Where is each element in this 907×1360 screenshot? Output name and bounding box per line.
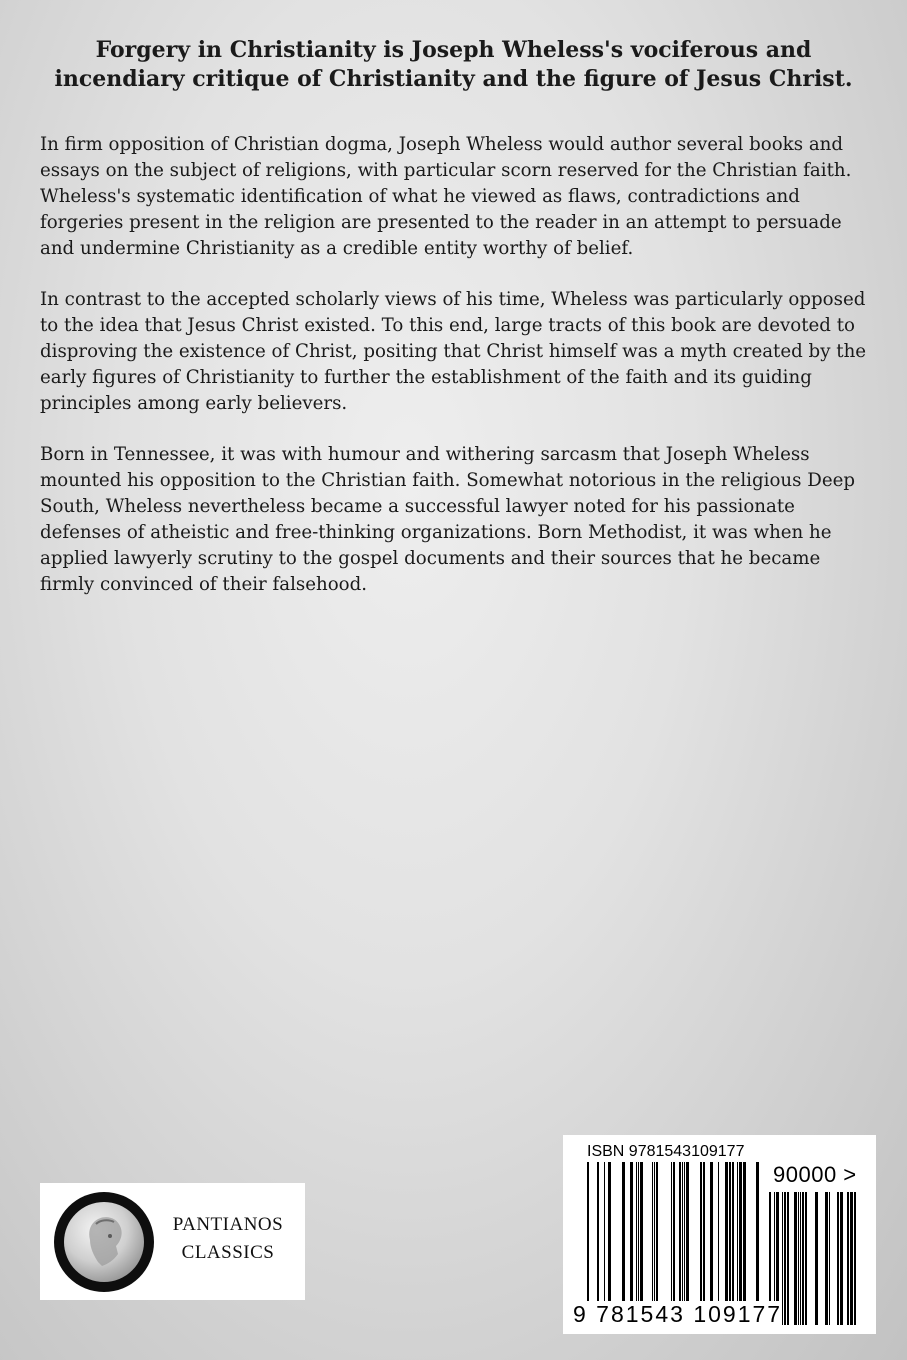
barcode-bar <box>737 1162 738 1305</box>
barcode-digits: 9 781543 109177 <box>573 1301 783 1327</box>
publisher-name-line2: CLASSICS <box>181 1242 275 1263</box>
barcode-bar <box>798 1192 799 1325</box>
barcode-bar <box>636 1162 637 1305</box>
description <box>40 132 867 623</box>
barcode-bar <box>587 1162 589 1305</box>
barcode-bar <box>739 1162 742 1305</box>
isbn-label: ISBN 9781543109177 <box>587 1143 745 1160</box>
barcode-bar <box>732 1162 734 1305</box>
barcode-bar <box>710 1162 713 1305</box>
barcode-bar <box>679 1162 681 1305</box>
barcode-bar <box>756 1162 759 1305</box>
barcode-bar <box>850 1192 853 1325</box>
barcode-bar <box>787 1192 789 1325</box>
barcode-bar <box>682 1162 683 1305</box>
barcode-bar <box>703 1162 705 1305</box>
barcode-bar <box>638 1162 639 1305</box>
publisher-logo <box>40 1183 305 1300</box>
paragraph-3: Born in Tennessee, it was with humour and withering sarcasm that Joseph Wheless mounted his opposition to the Christian faith. Somewhat notorious in the religious Deep South, Wheless nevertheless became a successful lawyer noted for his passionate defenses of atheistic and free-thinking organizations. Born Methodist, it was when he applied lawyerly scrutiny to the gospel documents and their sources that he became firmly convinced of their falsehood. <box>40 444 855 595</box>
barcode-bar <box>673 1162 675 1305</box>
barcode-bar <box>718 1162 719 1305</box>
barcode-bar <box>854 1192 856 1325</box>
barcode-bar <box>652 1162 653 1305</box>
barcode-bar <box>608 1162 611 1305</box>
publisher-name-line1: PANTIANOS <box>172 1214 284 1235</box>
publisher-name <box>164 1211 292 1267</box>
barcode-bar <box>784 1192 786 1325</box>
barcode-bar <box>725 1162 728 1305</box>
barcode-bar <box>847 1192 849 1325</box>
paragraph-1: In firm opposition of Christian dogma, Joseph Wheless would author several books and essays on the subject of religions, with particular scorn reserved for the Christian faith. Wheless's systematic identification of what he viewed as flaws, contradictions and forgeries present in the religion are presented to the reader in an attempt to persuade and undermine Christianity as a credible entity worthy of belief. <box>40 134 852 259</box>
barcode-bar <box>840 1192 843 1325</box>
barcode-bar <box>686 1162 689 1305</box>
barcode-bar <box>805 1192 807 1325</box>
headline: Forgery in Christianity is Joseph Wheless's vociferous and incendiary critique of Christianity and the figure of Jesus Christ. <box>54 37 853 92</box>
barcode-bar <box>815 1192 818 1325</box>
barcode-bar <box>654 1162 655 1305</box>
barcode-bar <box>656 1162 658 1305</box>
barcode-bar <box>604 1162 605 1305</box>
barcode-bar <box>794 1192 797 1325</box>
barcode-bar <box>729 1162 731 1305</box>
price-code: 90000 > <box>773 1162 857 1187</box>
barcode-bar <box>802 1192 804 1325</box>
barcode-bar <box>743 1162 746 1305</box>
barcode-bar <box>671 1162 672 1305</box>
barcode-bar <box>622 1162 625 1305</box>
barcode-bar <box>829 1192 830 1325</box>
barcode-bar <box>684 1162 685 1305</box>
barcode-bar <box>700 1162 702 1305</box>
barcode-label <box>563 1135 876 1334</box>
barcode-bar <box>640 1162 643 1305</box>
barcode-bar <box>597 1162 599 1305</box>
barcode-bar <box>782 1192 783 1325</box>
coin-portrait-icon <box>54 1192 154 1292</box>
barcode-bar <box>800 1192 801 1325</box>
barcode-bar <box>630 1162 633 1305</box>
barcode-bar <box>837 1192 839 1325</box>
barcode-bar <box>825 1192 828 1325</box>
paragraph-2: In contrast to the accepted scholarly views of his time, Wheless was particularly opposed to the idea that Jesus Christ existed. To this end, large tracts of this book are devoted to disproving the existence of Christ, positing that Christ himself was a myth created by the early figures of Christianity to further the establishment of the faith and its guiding principles among early believers. <box>40 289 867 414</box>
